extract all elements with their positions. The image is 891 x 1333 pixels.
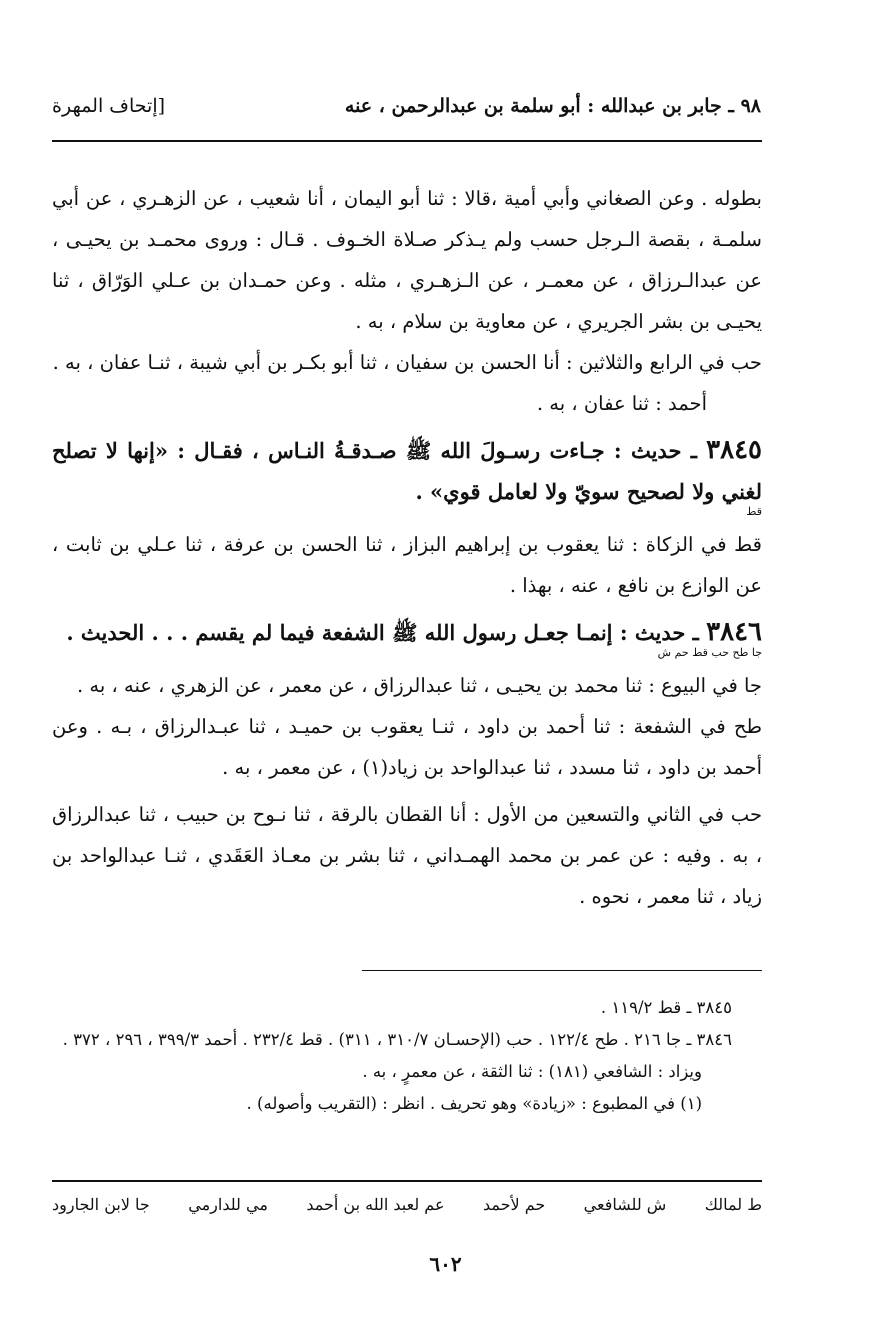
hadith-sigla: قط bbox=[746, 505, 762, 518]
footnote-separator bbox=[362, 970, 762, 971]
hadith-text: ـ حديث : جـاءت رسـولَ الله ﷺ صـدقـةُ النـاس ، فقـال : «إنها لا تصلح لغني ولا لصحيح سويّ ولا لعامل قوي» . bbox=[52, 438, 762, 504]
header-book-title: [إتحاف المهرة bbox=[52, 95, 166, 117]
hadith-text: ـ حديث : إنمـا جعـل رسول الله ﷺ الشفعة فيما لم يقسم . . . الحديث . bbox=[66, 620, 699, 645]
abbreviation-item: مي للدارمي bbox=[188, 1195, 268, 1214]
header-chapter-title: ٩٨ ـ جابر بن عبدالله : أبو سلمة بن عبدالرحمن ، عنه bbox=[344, 95, 761, 117]
hadith-heading-3845 bbox=[52, 430, 762, 512]
paragraph-daraqutni-source: قط في الزكاة : ثنا يعقوب بن إبراهيم البزاز ، ثنا الحسن بن عرفة ، ثنا عـلي بن ثابت ، عن الوازع بن نافع ، عنه ، بهذا . bbox=[52, 533, 762, 597]
paragraph-hibban-source-2: حب في الثاني والتسعين من الأول : أنا القطان بالرقة ، ثنا نـوح بن حبيب ، ثنا عبدالرزاق ، به . وفيه : عن عمر بن محمد الهمـداني ، ثنا بشر بن معـاذ العَقَدي ، ثنـا عبدالواحد بن زياد ، ثنا معمر ، نحوه . bbox=[52, 803, 762, 908]
abbreviations-key bbox=[52, 1195, 762, 1214]
paragraph-ahmad-source: أحمد : ثنا عفان ، به . bbox=[536, 392, 707, 415]
abbreviation-item: جا لابن الجارود bbox=[52, 1195, 150, 1214]
abbreviation-item: ش للشافعي bbox=[583, 1195, 667, 1214]
header-rule bbox=[52, 140, 762, 142]
hadith-number: ٣٨٤٦ bbox=[706, 617, 762, 647]
footnotes bbox=[52, 992, 762, 1120]
paragraph-hibban-source: حب في الرابع والثلاثين : أنا الحسن بن سفيان ، ثنا أبو بكـر بن أبي شيبة ، ثنـا عفان ، به . bbox=[52, 351, 762, 374]
hadith-sigla: جا طح حب قط حم ش bbox=[657, 646, 762, 659]
footnote-3845: ٣٨٤٥ ـ قط ١١٩/٢ . bbox=[600, 998, 732, 1017]
footnote-note-1: (١) في المطبوع : «زيادة» وهو تحريف . انظر : (التقريب وأصوله) . bbox=[246, 1094, 702, 1113]
footnote-3846: ٣٨٤٦ ـ جا ٢١٦ . طح ١٢٢/٤ . حب (الإحسـان ٣١٠/٧ ، ٣١١) . قط ٢٣٢/٤ . أحمد ٣٩٩/٣ ، ٢٩٦ ، ٣٧٢ . bbox=[62, 1030, 732, 1049]
running-header bbox=[52, 88, 761, 124]
hadith-number: ٣٨٤٥ bbox=[706, 435, 762, 465]
paragraph-continuation: بطوله . وعن الصغاني وأبي أمية ،قالا : ثنا أبو اليمان ، أنا شعيب ، عن الزهـري ، عن أبي سلمـة ، بقصة الـرجل حسب ولم يـذكر صـلاة الخـوف . قـال : وروى محمـد بن يحيـى ، عن عبدالـرزاق ، عن معمـر ، عن الـزهـري ، مثله . وعن حمـدان بن عـلي الوَرّاق ، ثنا يحيـى بن بشر الجريري ، عن معاوية بن سلام ، به . bbox=[52, 187, 762, 333]
main-text bbox=[52, 178, 762, 917]
paragraph-jarud-source: جا في البيوع : ثنا محمد بن يحيـى ، ثنا عبدالرزاق ، عن معمر ، عن الزهري ، عنه ، به . bbox=[77, 674, 762, 697]
paragraph-tahawi-source: طح في الشفعة : ثنا أحمد بن داود ، ثنـا يعقوب بن حميـد ، ثنا عبـدالرزاق ، بـه . وعن أحمد بن داود ، ثنا مسدد ، ثنا عبدالواحد بن زياد(١) ، عن معمر ، به . bbox=[52, 715, 762, 779]
abbreviation-item: عم لعبد الله بن أحمد bbox=[306, 1195, 445, 1214]
abbreviation-item: ط لمالك bbox=[704, 1195, 762, 1214]
abbreviation-item: حم لأحمد bbox=[482, 1195, 546, 1214]
abbreviations-rule bbox=[52, 1180, 762, 1182]
footnote-addition: ويزاد : الشافعي (١٨١) : ثنا الثقة ، عن معمرٍ ، به . bbox=[362, 1062, 702, 1081]
hadith-heading-3846 bbox=[52, 612, 762, 653]
page-number: ٦٠٢ bbox=[429, 1252, 462, 1276]
